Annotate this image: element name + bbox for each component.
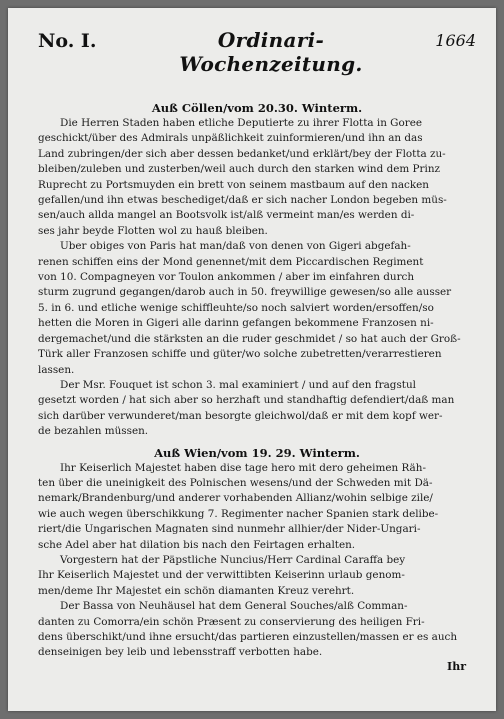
text-line: Ihr Keiserlich Majestet und der verwittibten Keiserinn urlaub genom- <box>38 569 405 582</box>
text-line: gefallen/und ihn etwas beschediget/daß er sich nacher London begeben müs- <box>38 194 447 207</box>
text-line: dergemachet/und die stärksten an die ruder geschmidet / so hat auch der Groß- <box>38 332 461 345</box>
text-line: ses jahr beyde Flotten wol zu hauß bleiben. <box>38 224 268 237</box>
text-line: sturm zugrund gegangen/darob auch in 50. freywillige gewesen/so alle ausser <box>38 286 452 299</box>
dateline: Auß Wien/vom 19. 29. Winterm. <box>154 445 360 460</box>
text-line: Uber obiges von Paris hat man/daß von denen von Gigeri abgefah- <box>60 240 411 253</box>
news-paragraph <box>38 461 476 553</box>
text-line: Der Msr. Fouquet ist schon 3. mal examiniert / und auf den fragstul <box>60 378 416 391</box>
text-line: denseinigen bey leib und lebensstraff verbotten habe. <box>38 646 323 659</box>
text-line: sen/auch allda mangel an Bootsvolk ist/alß vermeint man/es werden di- <box>38 209 415 222</box>
news-paragraph <box>38 116 476 239</box>
publication-year: 1664 <box>435 31 476 50</box>
text-line: sich darüber verwunderet/man besorgte gleichwol/daß er mit dem kopf wer- <box>38 409 443 422</box>
text-line: nemark/Brandenburg/und anderer vorhabenden Allianz/wohin selbige zile/ <box>38 492 433 505</box>
text-line: Der Bassa von Neuhäusel hat dem General Souches/alß Comman- <box>60 600 408 613</box>
newspaper-title: Ordinari-Wochenzeitung. <box>179 28 363 76</box>
text-line: Die Herren Staden haben etliche Deputierte zu ihrer Flotta in Goree <box>60 117 423 129</box>
news-paragraph <box>38 378 476 440</box>
article-body <box>38 48 476 661</box>
text-line: riert/die Ungarischen Magnaten sind nunmehr allhier/der Nider-Ungari- <box>38 523 421 536</box>
news-paragraph <box>38 599 476 661</box>
text-line: Land zubringen/der sich aber dessen bedanket/und erklärt/bey der Flotta zu- <box>38 147 446 160</box>
text-line: 5. in 6. und etliche wenige schiffleuhte/so noch salviert worden/ersoffen/so <box>38 301 434 314</box>
dateline: Auß Cöllen/vom 20.30. Winterm. <box>151 101 363 115</box>
newspaper-page <box>8 8 496 711</box>
text-line: geschickt/über des Admirals unpäßlichkeit zuinformieren/und ihn an das <box>38 132 423 145</box>
news-paragraph <box>38 239 476 378</box>
text-line: gesetzt worden / hat sich aber so herzhaft und standhaftig defendiert/daß man <box>38 394 455 407</box>
text-line: bleiben/zuleben und zusterben/weil auch durch den starken wind dem Prinz <box>38 163 440 176</box>
text-line: renen schiffen eins der Mond genennet/mit dem Piccardischen Regiment <box>38 255 424 268</box>
text-line: ten über die uneinigkeit des Polnischen wesens/und der Schweden mit Dä- <box>38 476 433 489</box>
text-line: danten zu Comorra/ein schön Præsent zu conservierung des heiligen Fri- <box>38 615 425 628</box>
catchword: Ihr <box>447 660 466 673</box>
text-line: men/deme Ihr Majestet ein schön diamanten Kreuz verehrt. <box>38 584 355 597</box>
text-line: Türk aller Franzosen schiffe und güter/wo solche zubetretten/verarrestieren <box>38 348 442 361</box>
text-line: sche Adel aber hat dilation bis nach den Feirtagen erhalten. <box>38 538 356 551</box>
text-line: dens überschikt/und ihne ersucht/das partieren einzustellen/massen er es auch <box>38 631 458 643</box>
text-line: hetten die Moren in Gigeri alle darinn gefangen bekommene Franzosen ni- <box>38 317 434 330</box>
text-line: wie auch wegen überschikkung 7. Regimenter nacher Spanien stark delibe- <box>38 507 439 520</box>
news-paragraph <box>38 553 476 599</box>
text-line: Ihr Keiserlich Majestet haben dise tage hero mit dero geheimen Räh- <box>60 461 426 474</box>
text-line: Ruprecht zu Portsmuyden ein brett von seinem mastbaum auf den nacken <box>38 178 429 191</box>
issue-number: No. I. <box>38 30 97 52</box>
text-line: von 10. Compagneyen vor Toulon ankommen / aber im einfahren durch <box>38 271 415 284</box>
text-line: de bezahlen müssen. <box>38 425 149 438</box>
text-line: Vorgestern hat der Päpstliche Nuncius/Herr Cardinal Caraffa bey <box>60 553 406 566</box>
text-line: lassen. <box>38 363 75 376</box>
